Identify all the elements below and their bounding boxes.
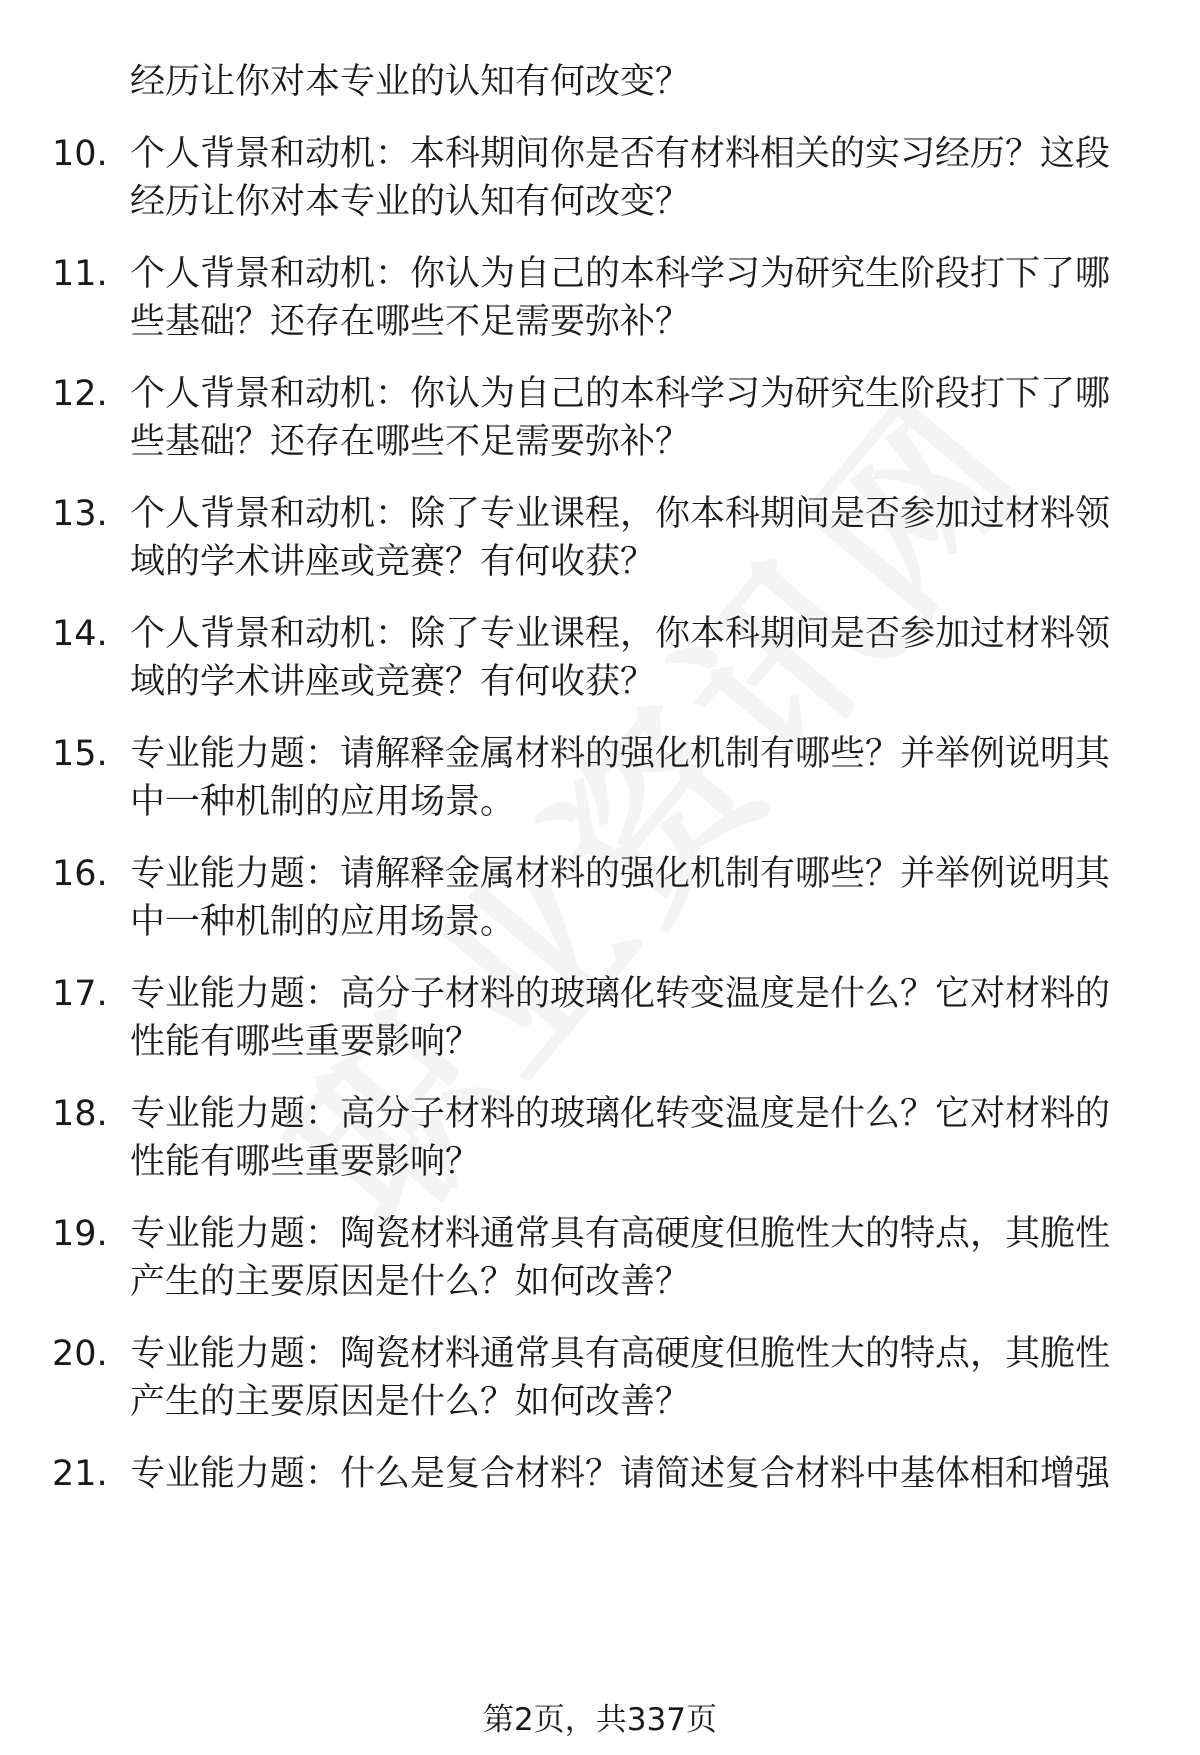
question-line: 产生的主要原因是什么？如何改善？ <box>130 1382 691 1422</box>
question-text <box>130 1330 1140 1426</box>
question-line: 专业能力题：陶瓷材料通常具有高硬度但脆性大的特点，其脆性 <box>130 1334 1111 1374</box>
question-text <box>130 610 1140 706</box>
question-text <box>130 850 1140 946</box>
question-line: 些基础？还存在哪些不足需要弥补？ <box>130 422 691 462</box>
question-number: 14. <box>52 614 108 654</box>
question-line: 个人背景和动机：本科期间你是否有材料相关的实习经历？这段 <box>130 134 1111 174</box>
question-line: 专业能力题：请解释金属材料的强化机制有哪些？并举例说明其 <box>130 734 1111 774</box>
question-text <box>130 370 1140 466</box>
question-number: 19. <box>52 1214 108 1254</box>
question-text <box>130 250 1140 346</box>
question-line: 专业能力题：高分子材料的玻璃化转变温度是什么？它对材料的 <box>130 974 1111 1014</box>
question-number: 17. <box>52 974 108 1014</box>
question-line: 个人背景和动机：你认为自己的本科学习为研究生阶段打下了哪 <box>130 374 1111 414</box>
question-line: 中一种机制的应用场景。 <box>130 902 516 942</box>
question-number: 18. <box>52 1094 108 1134</box>
question-number: 21. <box>52 1454 108 1494</box>
question-text <box>130 1450 1140 1498</box>
question-line: 经历让你对本专业的认知有何改变？ <box>130 182 691 222</box>
question-text <box>130 490 1140 586</box>
question-text <box>130 130 1140 226</box>
question-line: 中一种机制的应用场景。 <box>130 782 516 822</box>
question-line: 些基础？还存在哪些不足需要弥补？ <box>130 302 691 342</box>
question-line: 性能有哪些重要影响？ <box>130 1142 481 1182</box>
question-number: 10. <box>52 134 108 174</box>
question-number: 16. <box>52 854 108 894</box>
question-number: 20. <box>52 1334 108 1374</box>
question-number: 13. <box>52 494 108 534</box>
question-number: 11. <box>52 254 108 294</box>
question-line: 个人背景和动机：除了专业课程，你本科期间是否参加过材料领 <box>130 614 1111 654</box>
question-line: 专业能力题：高分子材料的玻璃化转变温度是什么？它对材料的 <box>130 1094 1111 1134</box>
page-number-footer: 第2页，共337页 <box>483 1702 717 1738</box>
continued-question-text: 经历让你对本专业的认知有何改变？ <box>130 62 691 102</box>
question-number: 12. <box>52 374 108 414</box>
question-line: 域的学术讲座或竞赛？有何收获？ <box>130 662 656 702</box>
question-text <box>130 1210 1140 1306</box>
question-line: 专业能力题：陶瓷材料通常具有高硬度但脆性大的特点，其脆性 <box>130 1214 1111 1254</box>
question-line: 个人背景和动机：除了专业课程，你本科期间是否参加过材料领 <box>130 494 1111 534</box>
question-text <box>130 970 1140 1066</box>
question-line: 性能有哪些重要影响？ <box>130 1022 481 1062</box>
question-line: 产生的主要原因是什么？如何改善？ <box>130 1262 691 1302</box>
question-line: 域的学术讲座或竞赛？有何收获？ <box>130 542 656 582</box>
question-line: 专业能力题：什么是复合材料？请简述复合材料中基体相和增强 <box>130 1454 1111 1494</box>
question-number: 15. <box>52 734 108 774</box>
question-text <box>130 730 1140 826</box>
question-line: 个人背景和动机：你认为自己的本科学习为研究生阶段打下了哪 <box>130 254 1111 294</box>
question-text <box>130 1090 1140 1186</box>
question-line: 专业能力题：请解释金属材料的强化机制有哪些？并举例说明其 <box>130 854 1111 894</box>
